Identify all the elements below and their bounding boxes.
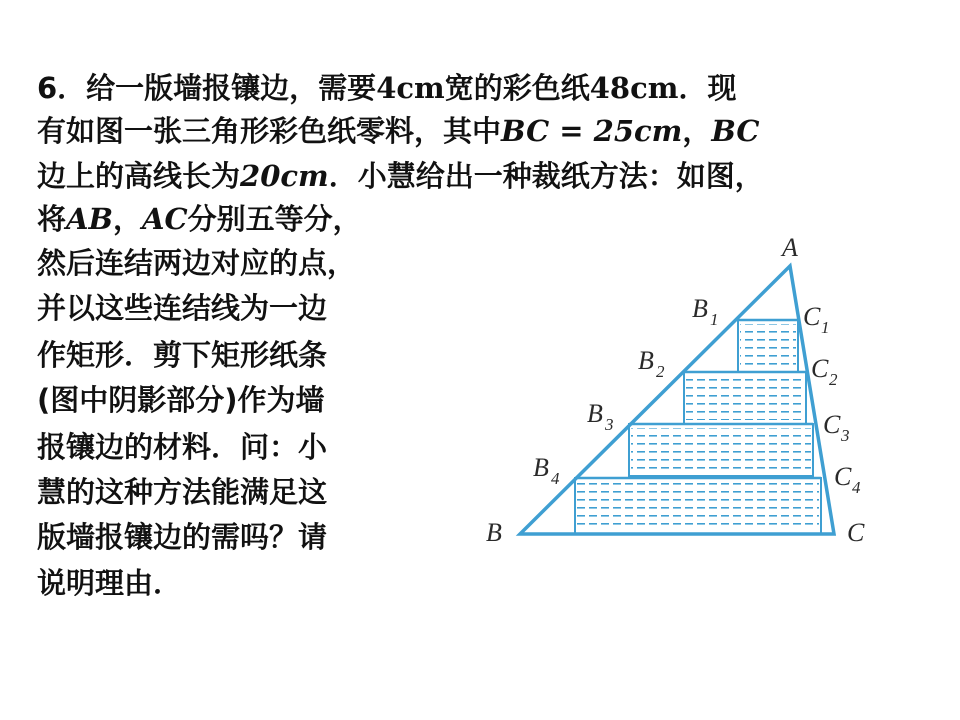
problem-line-11: 版墙报镶边的需吗？请 bbox=[37, 520, 328, 554]
strip-3-hatch bbox=[631, 428, 811, 472]
math-height: 20cm bbox=[240, 159, 329, 193]
strip-1-hatch bbox=[740, 324, 796, 368]
text-segment: ， bbox=[113, 202, 143, 236]
label-b4: B bbox=[533, 453, 549, 482]
problem-line-7: 作矩形．剪下矩形纸条 bbox=[37, 338, 328, 372]
label-b3-sub: 3 bbox=[605, 415, 614, 434]
label-b4-sub: 4 bbox=[551, 469, 560, 488]
math-ab: AB bbox=[66, 202, 114, 236]
math-ac: AC bbox=[142, 202, 188, 236]
text-segment: 分别五等分， bbox=[187, 202, 362, 236]
strip-2-hatch bbox=[686, 376, 804, 420]
label-b2-sub: 2 bbox=[656, 362, 665, 381]
math-width: 4cm bbox=[376, 71, 445, 105]
label-c1-sub: 1 bbox=[821, 318, 830, 337]
label-c1: C bbox=[803, 302, 821, 331]
problem-line-8: (图中阴影部分)作为墙 bbox=[37, 383, 325, 417]
text-segment: 将 bbox=[37, 202, 67, 236]
text-segment: 宽的彩色纸 bbox=[444, 71, 590, 105]
label-b1: B bbox=[692, 294, 708, 323]
problem-line-10: 慧的这种方法能满足这 bbox=[37, 475, 328, 509]
problem-line-6: 并以这些连结线为一边 bbox=[37, 291, 328, 325]
text-segment: 边上的高线长为 bbox=[37, 159, 241, 193]
problem-line-4 bbox=[37, 199, 362, 239]
label-a: A bbox=[782, 233, 798, 262]
problem-line-2 bbox=[37, 111, 760, 151]
label-b3: B bbox=[587, 399, 603, 428]
triangle-figure bbox=[480, 228, 880, 558]
text-segment: ， bbox=[682, 114, 712, 148]
text-segment: 6．给一版墙报镶边，需要 bbox=[37, 71, 377, 105]
label-c: C bbox=[847, 518, 865, 547]
label-b1-sub: 1 bbox=[710, 310, 719, 329]
problem-line-12: 说明理由． bbox=[37, 566, 183, 600]
label-b2: B bbox=[638, 346, 654, 375]
problem-line-3 bbox=[37, 156, 764, 196]
problem-line-1 bbox=[37, 68, 736, 108]
label-c4: C bbox=[834, 462, 852, 491]
label-c2-sub: 2 bbox=[829, 370, 838, 389]
text-segment: ．小慧给出一种裁纸方法：如图， bbox=[328, 159, 764, 193]
text-segment: ．现 bbox=[678, 71, 737, 105]
text-segment: 有如图一张三角形彩色纸零料，其中 bbox=[37, 114, 502, 148]
label-c2: C bbox=[811, 354, 829, 383]
strip-4-hatch bbox=[577, 482, 819, 530]
math-bc: BC bbox=[711, 114, 760, 148]
math-length: 48cm bbox=[589, 71, 679, 105]
label-c4-sub: 4 bbox=[852, 478, 861, 497]
label-b: B bbox=[486, 518, 502, 547]
problem-line-5: 然后连结两边对应的点， bbox=[37, 246, 357, 280]
math-bc-length: BC = 25cm bbox=[501, 114, 683, 148]
label-c3-sub: 3 bbox=[841, 426, 850, 445]
problem-line-9: 报镶边的材料．问：小 bbox=[37, 430, 328, 464]
label-c3: C bbox=[823, 410, 841, 439]
